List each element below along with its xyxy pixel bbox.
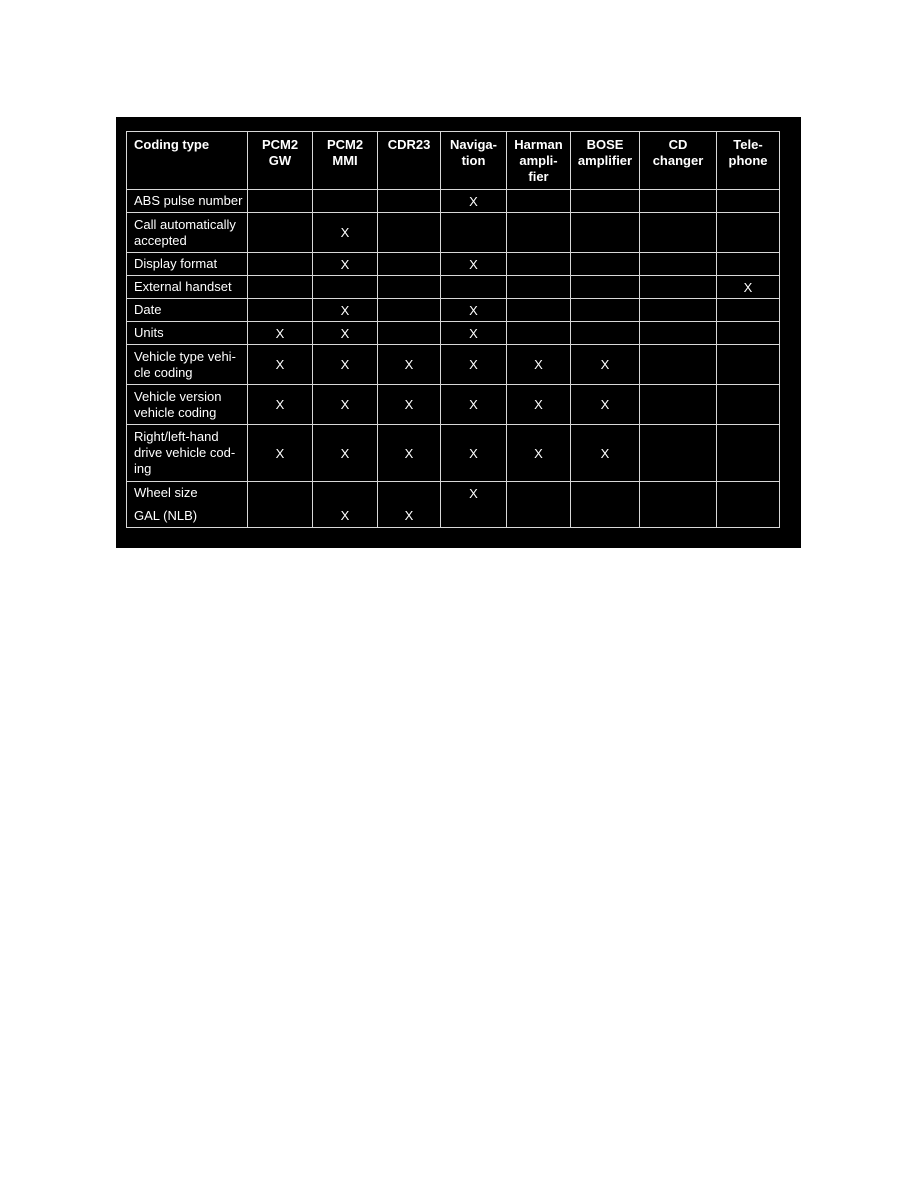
column-header-pcm2-gw: PCM2 GW xyxy=(248,132,313,190)
cell-pcm2-mmi xyxy=(313,482,378,505)
cell-bose-amplifier xyxy=(571,322,640,345)
row-label: Units xyxy=(127,322,248,345)
cell-navigation: X xyxy=(441,190,507,213)
cell-navigation xyxy=(441,276,507,299)
cell-harman-amplifier: X xyxy=(507,425,571,482)
cell-cd-changer xyxy=(640,345,717,385)
column-header-telephone: Tele- phone xyxy=(717,132,780,190)
cell-cdr23: X xyxy=(378,425,441,482)
cell-harman-amplifier xyxy=(507,299,571,322)
cell-navigation: X xyxy=(441,299,507,322)
cell-cd-changer xyxy=(640,253,717,276)
cell-pcm2-mmi xyxy=(313,190,378,213)
cell-navigation: X xyxy=(441,425,507,482)
cell-telephone xyxy=(717,213,780,253)
cell-pcm2-mmi: X xyxy=(313,322,378,345)
cell-harman-amplifier: X xyxy=(507,385,571,425)
cell-cd-changer xyxy=(640,322,717,345)
cell-cdr23 xyxy=(378,190,441,213)
cell-harman-amplifier xyxy=(507,190,571,213)
cell-cdr23: X xyxy=(378,505,441,528)
cell-cdr23 xyxy=(378,322,441,345)
column-header-harman-amplifier: Harman ampli- fier xyxy=(507,132,571,190)
cell-harman-amplifier xyxy=(507,276,571,299)
cell-pcm2-gw xyxy=(248,190,313,213)
row-label: Display format xyxy=(127,253,248,276)
column-header-cdr23: CDR23 xyxy=(378,132,441,190)
coding-table-panel xyxy=(116,117,801,548)
cell-navigation: X xyxy=(441,482,507,505)
column-header-cd-changer: CD changer xyxy=(640,132,717,190)
cell-pcm2-gw: X xyxy=(248,322,313,345)
cell-pcm2-mmi: X xyxy=(313,213,378,253)
cell-harman-amplifier xyxy=(507,253,571,276)
cell-pcm2-mmi: X xyxy=(313,425,378,482)
cell-cd-changer xyxy=(640,505,717,528)
cell-telephone xyxy=(717,385,780,425)
cell-pcm2-gw xyxy=(248,299,313,322)
table-row xyxy=(127,299,780,322)
cell-telephone xyxy=(717,299,780,322)
cell-bose-amplifier xyxy=(571,482,640,505)
row-label: Vehicle version vehicle coding xyxy=(127,385,248,425)
cell-telephone xyxy=(717,190,780,213)
cell-pcm2-gw: X xyxy=(248,425,313,482)
column-header-bose-amplifier: BOSE amplifier xyxy=(571,132,640,190)
cell-navigation: X xyxy=(441,345,507,385)
row-label: Vehicle type vehi- cle coding xyxy=(127,345,248,385)
cell-cdr23 xyxy=(378,482,441,505)
cell-cdr23: X xyxy=(378,345,441,385)
cell-pcm2-gw xyxy=(248,505,313,528)
coding-type-table xyxy=(126,131,780,528)
cell-harman-amplifier xyxy=(507,482,571,505)
cell-cd-changer xyxy=(640,425,717,482)
column-header-navigation: Naviga- tion xyxy=(441,132,507,190)
cell-harman-amplifier xyxy=(507,213,571,253)
cell-cdr23 xyxy=(378,276,441,299)
cell-pcm2-mmi xyxy=(313,276,378,299)
cell-cd-changer xyxy=(640,276,717,299)
table-row xyxy=(127,425,780,482)
cell-cdr23 xyxy=(378,299,441,322)
header-row xyxy=(127,132,780,190)
cell-telephone xyxy=(717,425,780,482)
cell-bose-amplifier: X xyxy=(571,385,640,425)
cell-bose-amplifier xyxy=(571,299,640,322)
cell-pcm2-mmi: X xyxy=(313,505,378,528)
table-row xyxy=(127,213,780,253)
cell-pcm2-gw xyxy=(248,276,313,299)
cell-pcm2-mmi: X xyxy=(313,345,378,385)
row-label: External handset xyxy=(127,276,248,299)
cell-telephone xyxy=(717,505,780,528)
cell-cdr23: X xyxy=(378,385,441,425)
cell-cdr23 xyxy=(378,213,441,253)
cell-bose-amplifier: X xyxy=(571,425,640,482)
cell-pcm2-gw xyxy=(248,213,313,253)
table-row xyxy=(127,505,780,528)
cell-cd-changer xyxy=(640,299,717,322)
row-label: Wheel size xyxy=(127,482,248,505)
row-label: Call automatically accepted xyxy=(127,213,248,253)
cell-pcm2-gw xyxy=(248,253,313,276)
table-row xyxy=(127,276,780,299)
cell-telephone xyxy=(717,253,780,276)
cell-cd-changer xyxy=(640,213,717,253)
cell-cdr23 xyxy=(378,253,441,276)
row-label: GAL (NLB) xyxy=(127,505,248,528)
cell-harman-amplifier xyxy=(507,322,571,345)
table-row xyxy=(127,253,780,276)
cell-pcm2-mmi: X xyxy=(313,299,378,322)
cell-bose-amplifier: X xyxy=(571,345,640,385)
cell-pcm2-mmi: X xyxy=(313,253,378,276)
row-label: ABS pulse number xyxy=(127,190,248,213)
cell-navigation xyxy=(441,213,507,253)
cell-telephone xyxy=(717,322,780,345)
cell-navigation xyxy=(441,505,507,528)
cell-harman-amplifier xyxy=(507,505,571,528)
cell-bose-amplifier xyxy=(571,276,640,299)
cell-cd-changer xyxy=(640,482,717,505)
cell-navigation: X xyxy=(441,322,507,345)
cell-bose-amplifier xyxy=(571,253,640,276)
cell-telephone: X xyxy=(717,276,780,299)
cell-navigation: X xyxy=(441,253,507,276)
cell-cd-changer xyxy=(640,190,717,213)
cell-telephone xyxy=(717,345,780,385)
table-row xyxy=(127,190,780,213)
cell-harman-amplifier: X xyxy=(507,345,571,385)
cell-bose-amplifier xyxy=(571,190,640,213)
row-label: Date xyxy=(127,299,248,322)
cell-pcm2-gw xyxy=(248,482,313,505)
cell-bose-amplifier xyxy=(571,505,640,528)
column-header-pcm2-mmi: PCM2 MMI xyxy=(313,132,378,190)
cell-pcm2-gw: X xyxy=(248,345,313,385)
cell-telephone xyxy=(717,482,780,505)
table-row xyxy=(127,322,780,345)
cell-navigation: X xyxy=(441,385,507,425)
row-label: Right/left-hand drive vehicle cod- ing xyxy=(127,425,248,482)
cell-bose-amplifier xyxy=(571,213,640,253)
cell-pcm2-mmi: X xyxy=(313,385,378,425)
column-header-coding-type: Coding type xyxy=(127,132,248,190)
cell-cd-changer xyxy=(640,385,717,425)
cell-pcm2-gw: X xyxy=(248,385,313,425)
table-row xyxy=(127,345,780,385)
table-row xyxy=(127,385,780,425)
table-row xyxy=(127,482,780,505)
